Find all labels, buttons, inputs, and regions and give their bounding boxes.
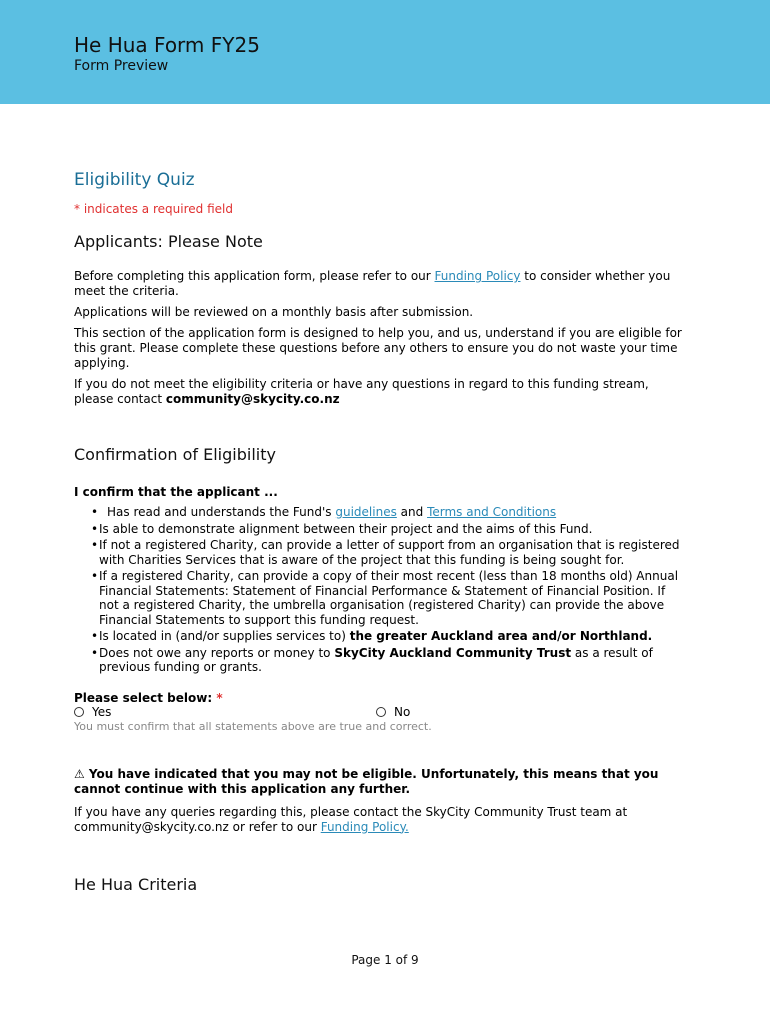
contact-email: community@skycity.co.nz — [165, 392, 340, 406]
section-title: Eligibility Quiz — [74, 170, 195, 190]
required-field-note: * indicates a required field — [74, 202, 233, 216]
radio-circle-icon[interactable] — [376, 707, 386, 717]
criteria-list — [91, 505, 684, 675]
radio-group — [74, 705, 684, 720]
list-item: • If not a registered Charity, can provide a letter of support from an organisation that is registered with Charities Services that is aware of the project that this funding is being sought for. — [91, 538, 680, 567]
radio-circle-icon[interactable] — [74, 707, 84, 717]
form-title: He Hua Form FY25 — [74, 33, 260, 57]
confirm-label: I confirm that the applicant ... — [74, 485, 278, 499]
note-heading: Applicants: Please Note — [74, 232, 263, 251]
no-radio[interactable]: No — [376, 705, 410, 719]
note-paragraph-2: Applications will be reviewed on a monthly basis after submission. — [74, 305, 474, 319]
yes-radio[interactable]: Yes — [74, 705, 111, 719]
criteria-heading: He Hua Criteria — [74, 874, 198, 894]
form-content — [74, 170, 684, 894]
list-item: • Is able to demonstrate alignment between their project and the aims of this Fund. — [91, 521, 593, 536]
list-item: • Is located in (and/or supplies services to) the greater Auckland area and/or Northland. — [91, 629, 653, 643]
terms-link[interactable]: Terms and Conditions — [427, 505, 557, 519]
select-label: Please select below: * — [74, 690, 223, 705]
warning-paragraph: If you have any queries regarding this, please contact the SkyCity Community Trust team at community@skycity.co.nz or refer to our Funding Policy. — [74, 804, 628, 834]
page-number: Page 1 of 9 — [351, 953, 419, 967]
confirmation-heading: Confirmation of Eligibility — [74, 445, 276, 464]
note-paragraph-1: Before completing this application form, please refer to our Funding Policy to consider whether you meet the criteria. — [74, 269, 671, 298]
guidelines-link[interactable]: guidelines — [335, 505, 397, 519]
form-subtitle: Form Preview — [74, 58, 169, 74]
required-star: * — [216, 690, 223, 705]
note-paragraph-3: This section of the application form is designed to help you, and us, understand if you are eligible for this grant. Please complete these questions before any others to ensure you do not waste your time applying. — [74, 326, 682, 370]
list-item: • If a registered Charity, can provide a copy of their most recent (less than 18 months old) Annual Financial Statements: Statement of Financial Performance & Statement of Financial Position. If not a registered Charity, the umbrella organisation (registered Charity) can provide the above Financial Statements to support this funding request. — [91, 569, 679, 627]
list-item: • Does not owe any reports or money to SkyCity Auckland Community Trust as a result of previous funding or grants. — [91, 645, 653, 674]
form-header — [0, 0, 770, 104]
note-paragraph-4: If you do not meet the eligibility criteria or have any questions in regard to this funding stream, please contact community@skycity.co.nz — [74, 377, 649, 406]
funding-policy-link[interactable]: Funding Policy — [434, 269, 521, 283]
ineligible-warning: ⚠ You have indicated that you may not be eligible. Unfortunately, this means that you cannot continue with this application any further. — [74, 766, 659, 796]
funding-policy-link-2[interactable]: Funding Policy. — [320, 819, 409, 834]
list-item: • Has read and understands the Fund's guidelines and Terms and Conditions — [91, 505, 557, 519]
select-hint: You must confirm that all statements above are true and correct. — [74, 719, 432, 733]
